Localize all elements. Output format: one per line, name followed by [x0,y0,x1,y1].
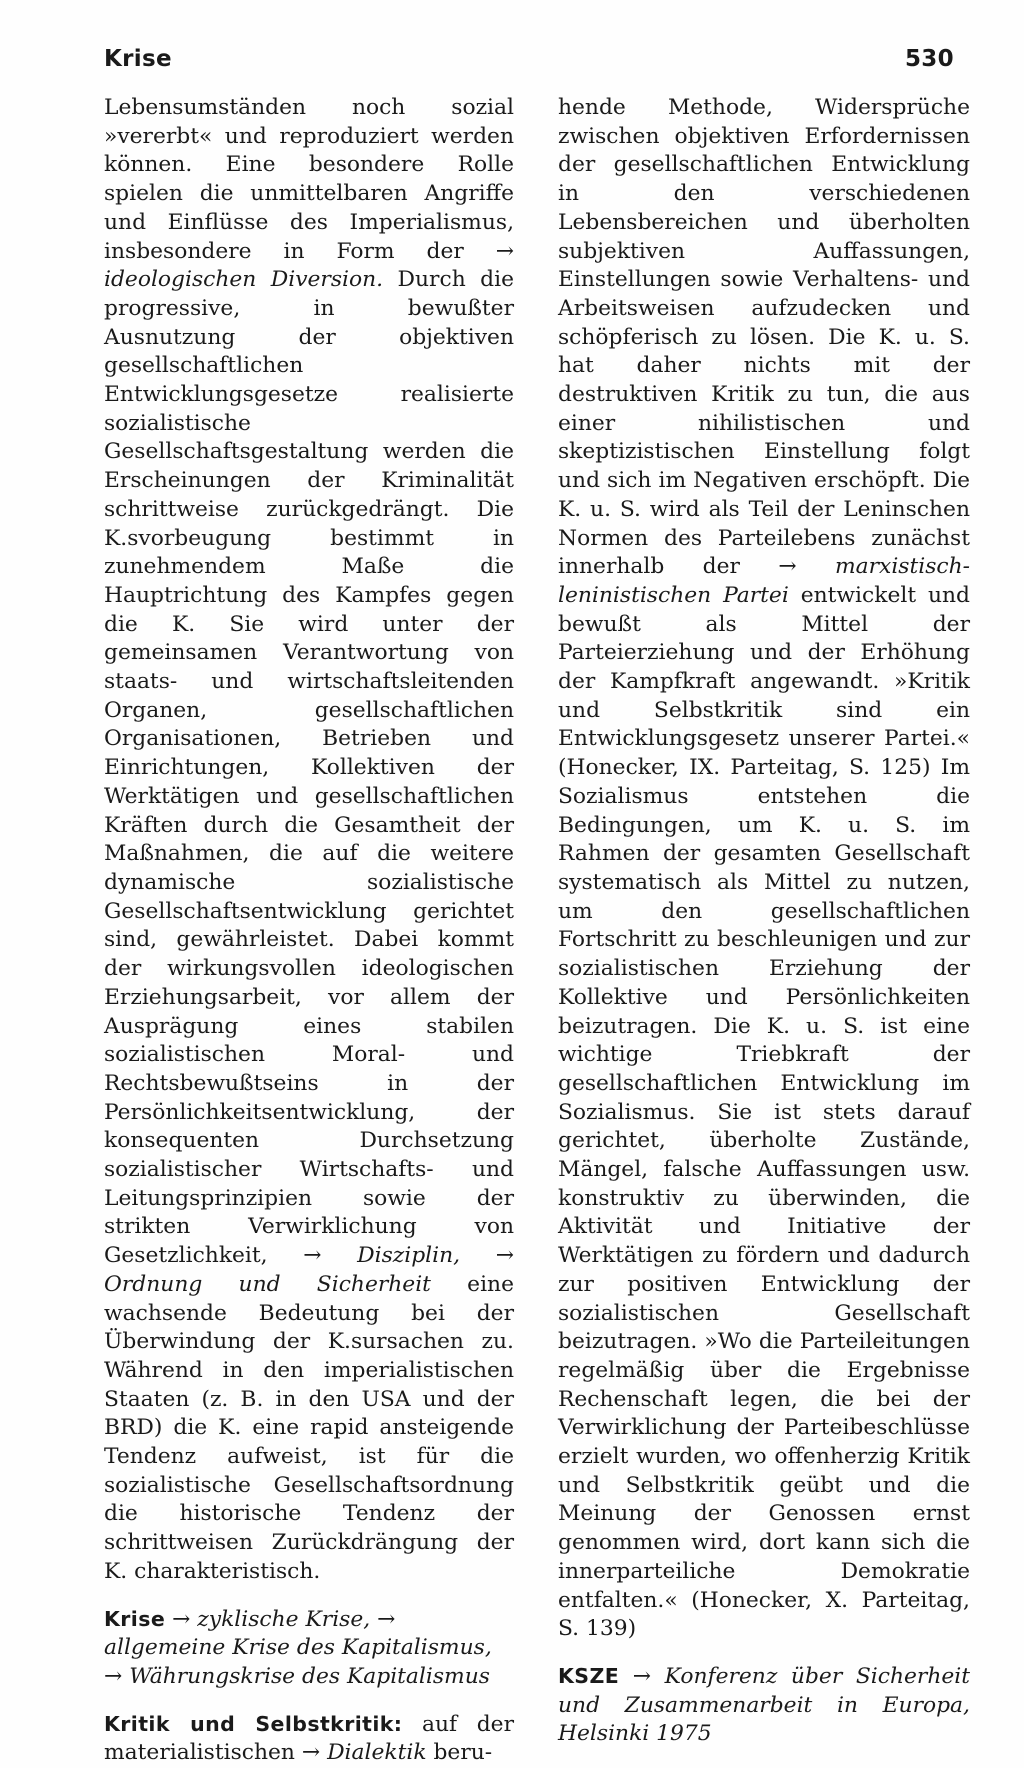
cross-reference[interactable]: Disziplin, [357,1243,461,1269]
cross-reference[interactable]: Ordnung und Sicherheit [104,1271,431,1297]
cross-reference-arrow-icon: → [172,1606,191,1632]
cross-reference[interactable]: Dialektik [327,1740,427,1766]
entry-kritik-und-selbstkritik [104,1710,514,1768]
cross-reference-arrow-icon: → [778,554,797,580]
cross-reference-arrow-icon: → [104,1663,123,1689]
entry-ksze [558,1662,970,1749]
body-text: entwickelt und bewußt als Mittel der Parteierziehung und der Erhöhung der Kampfkraft angewandt. »Kritik und Selbstkritik sind ein Entwicklungsgesetz unserer Partei.« (Honecker, IX. Parteitag, S. 125) Im Sozialismus entstehen die Bedingungen, um K. u. S. im Rahmen der gesamten Gesellschaft systematisch als Mittel zu nutzen, um den gesellschaftlichen Fortschritt zu beschleunigen und zur sozialistischen Erziehung der Kollektive und Persönlichkeiten beizutragen. Die K. u. S. ist eine wichtige Triebkraft der gesellschaftlichen Entwicklung im Sozialismus. Sie ist stets darauf gerichtet, überholte Zustände, Mängel, falsche Auffassungen usw. konstruktiv zu überwinden, die Aktivität und Initiative der Werktätigen zu fördern und dadurch zur positiven Entwicklung der sozialistischen Gesellschaft beizutragen. »Wo die Parteileitungen regelmäßig über die Ergebnisse Rechenschaft legen, die bei der Verwirklichung der Parteibeschlüsse erzielt wurden, wo offenherzig Kritik und Selbstkritik geübt und die Meinung der Genossen ernst genommen wird, dort kann sich die innerparteiliche Demokratie entfalten.« (Honecker, X. Parteitag, S. 139) [558,582,970,1642]
cross-reference[interactable]: zyklische Krise, [197,1606,371,1632]
cross-reference-arrow-icon: → [301,1740,321,1766]
cross-reference-arrow-icon: → [303,1243,322,1269]
cross-reference-arrow-icon: → [495,1243,514,1269]
entry-krise [104,1605,514,1692]
cross-reference[interactable]: ideologischen Diversion. [104,267,384,293]
continued-entry-kriminalitaet [104,94,514,1587]
continued-entry-kritik-und-selbstkritik [558,94,970,1644]
body-text: auf der materialistischen [104,1711,514,1766]
entry-headword: KSZE [558,1663,620,1688]
cross-reference[interactable]: Konferenz über Sicherheit und Zusammenarbeit in Europa, Helsinki 1975 [558,1663,970,1747]
entry-headword: Kritik und Selbstkritik: [104,1711,403,1736]
body-text: Lebensumständen noch sozial »vererbt« und reproduziert werden können. Eine besondere Rolle spielen die unmittelbaren Angriffe und Einflüsse des Imperialismus, insbesondere in Form der [104,95,514,264]
running-head-headword: Krise [104,46,172,72]
cross-reference-arrow-icon: → [377,1606,396,1632]
cross-reference[interactable]: marxistisch-leninistischen Partei [558,554,970,608]
body-text: eine wachsende Bedeutung bei der Überwindung der K.sursachen zu. Während in den imperialistischen Staaten (z. B. in den USA und der BRD) die K. eine rapid ansteigende Tendenz aufweist, ist für die sozialistische Gesellschaftsordnung die historische Tendenz der schrittweisen Zurückdrängung der K. charakteristisch. [104,1271,514,1584]
right-column [558,94,970,1749]
cross-reference-arrow-icon: → [495,238,514,264]
cross-reference-arrow-icon: → [632,1663,652,1689]
body-text: beru- [426,1740,493,1766]
cross-reference[interactable]: Währungskrise des Kapitalismus [129,1663,490,1689]
entry-headword: Krise [104,1606,166,1631]
body-text: Durch die progressive, in bewußter Ausnutzung der objektiven gesellschaftlichen Entwicklungsgesetze realisierte sozialistische Gesellschaftsgestaltung werden die Erscheinungen der Kriminalität schrittweise zurückgedrängt. Die K.svorbeugung bestimmt in zunehmendem Maße die Hauptrichtung des Kampfes gegen die K. Sie wird unter der gemeinsamen Verantwortung von staats- und wirtschaftsleitenden Organen, gesellschaftlichen Organisationen, Betrieben und Einrichtungen, Kollektiven der Werktätigen und gesellschaftlichen Kräften durch die Gesamtheit der Maßnahmen, die auf die weitere dynamische sozialistische Gesellschaftsentwicklung gerichtet sind, gewährleistet. Dabei kommt der wirkungsvollen ideologischen Erziehungsarbeit, vor allem der Ausprägung eines stabilen sozialistischen Moral- und Rechtsbewußtseins in der Persönlichkeitsentwicklung, der konsequenten Durchsetzung sozialistischer Wirtschafts- und Leitungsprinzipien sowie der strikten Verwirklichung von Gesetzlichkeit, [104,267,514,1269]
cross-reference[interactable]: allgemeine Krise des Kapitalismus, [104,1635,492,1661]
body-text: hende Methode, Widersprüche zwischen objektiven Erfordernissen der gesellschaftlichen Entwicklung in den verschiedenen Lebensbereichen und überholten subjektiven Auffassungen, Einstellungen sowie Verhaltens- und Arbeitsweisen aufzudecken und schöpferisch zu lösen. Die K. u. S. hat daher nichts mit der destruktiven Kritik zu tun, die aus einer nihilistischen und skeptizistischen Einstellung folgt und sich im Negativen erschöpft. Die K. u. S. wird als Teil der Leninschen Normen des Parteilebens zunächst innerhalb der [558,95,970,580]
page-number: 530 [905,46,954,72]
left-column [104,94,514,1768]
